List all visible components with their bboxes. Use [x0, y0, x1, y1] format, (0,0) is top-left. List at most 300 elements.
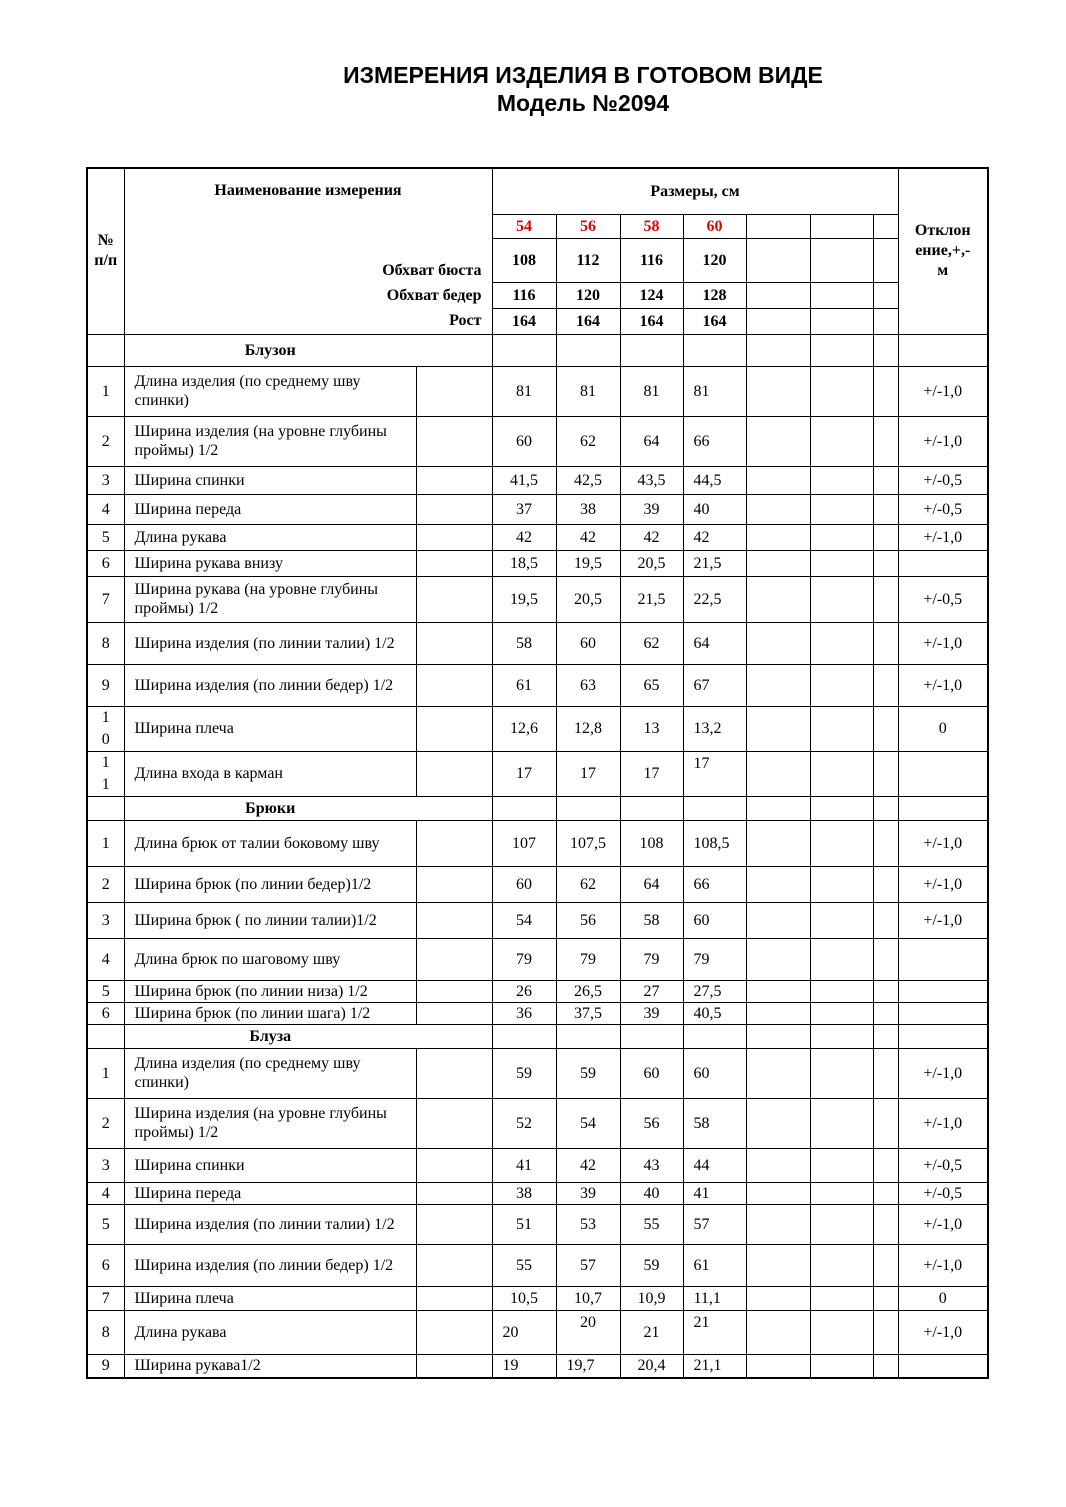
empty-cell — [810, 1286, 873, 1310]
section-header: Брюки — [124, 796, 416, 820]
measurement-name: Ширина рукава1/2 — [124, 1354, 416, 1378]
size-value: 64 — [620, 866, 683, 902]
size-value: 26,5 — [556, 980, 620, 1002]
size-value: 17 — [556, 751, 620, 796]
empty-cell — [810, 466, 873, 494]
measurement-name: Ширина брюк (по линии низа) 1/2 — [124, 980, 416, 1002]
empty-cell — [810, 980, 873, 1002]
table-row — [87, 866, 988, 902]
empty-cell — [746, 308, 810, 334]
empty-cell — [746, 820, 810, 866]
size-value: 11,1 — [683, 1286, 746, 1310]
empty-cell — [746, 366, 810, 416]
row-number: 5 — [87, 980, 124, 1002]
hips-60: 128 — [683, 282, 746, 308]
deviation-value: +/-1,0 — [898, 1244, 988, 1286]
empty-cell — [873, 308, 898, 334]
table-row — [87, 366, 988, 416]
empty-cell — [746, 938, 810, 980]
height-label: Рост — [124, 308, 492, 334]
empty-cell — [683, 334, 746, 366]
empty-cell — [87, 796, 124, 820]
size-value: 12,8 — [556, 706, 620, 751]
bust-54: 108 — [492, 238, 556, 282]
empty-cell — [873, 1182, 898, 1204]
empty-cell — [873, 1024, 898, 1048]
measurements-table — [86, 167, 989, 1379]
size-value: 21 — [620, 1310, 683, 1354]
size-value: 13,2 — [683, 706, 746, 751]
deviation-value: 0 — [898, 1286, 988, 1310]
size-value: 19,7 — [556, 1354, 620, 1378]
measurement-name: Ширина брюк (по линии шага) 1/2 — [124, 1002, 416, 1024]
deviation-value: +/-1,0 — [898, 622, 988, 664]
empty-cell — [810, 751, 873, 796]
size-value: 42,5 — [556, 466, 620, 494]
empty-cell — [416, 1002, 492, 1024]
size-value: 107 — [492, 820, 556, 866]
empty-cell — [416, 866, 492, 902]
table-row — [87, 1244, 988, 1286]
size-value: 17 — [620, 751, 683, 796]
size-value: 21,1 — [683, 1354, 746, 1378]
measurement-name: Ширина изделия (на уровне глубины проймы) 1/2 — [124, 416, 416, 466]
empty-cell — [810, 820, 873, 866]
height-54: 164 — [492, 308, 556, 334]
row-number: 2 — [87, 416, 124, 466]
bust-56: 112 — [556, 238, 620, 282]
measurement-name: Длина брюк по шаговому шву — [124, 938, 416, 980]
empty-cell — [416, 366, 492, 416]
empty-cell — [87, 1024, 124, 1048]
empty-cell — [416, 980, 492, 1002]
measurement-name: Длина рукава — [124, 1310, 416, 1354]
empty-cell — [683, 1024, 746, 1048]
hips-54: 116 — [492, 282, 556, 308]
size-value: 36 — [492, 1002, 556, 1024]
empty-cell — [810, 1204, 873, 1244]
empty-cell — [810, 1148, 873, 1182]
empty-cell — [873, 366, 898, 416]
size-value: 39 — [556, 1182, 620, 1204]
size-value: 57 — [556, 1244, 620, 1286]
hips-56: 120 — [556, 282, 620, 308]
empty-cell — [810, 416, 873, 466]
empty-cell — [746, 1002, 810, 1024]
table-row — [87, 938, 988, 980]
empty-cell — [746, 980, 810, 1002]
height-56: 164 — [556, 308, 620, 334]
empty-cell — [873, 1354, 898, 1378]
row-number: 1 — [87, 1048, 124, 1098]
row-number: 9 — [87, 1354, 124, 1378]
size-value: 58 — [620, 902, 683, 938]
deviation-value — [898, 980, 988, 1002]
measurement-name: Длина рукава — [124, 524, 416, 550]
size-58: 58 — [620, 214, 683, 238]
size-value: 56 — [556, 902, 620, 938]
size-value: 17 — [683, 751, 746, 796]
empty-cell — [416, 938, 492, 980]
empty-cell — [810, 664, 873, 706]
empty-cell — [416, 494, 492, 524]
size-value: 79 — [492, 938, 556, 980]
table-row — [87, 576, 988, 622]
size-value: 38 — [556, 494, 620, 524]
empty-cell — [620, 1024, 683, 1048]
empty-cell — [873, 238, 898, 282]
empty-cell — [746, 751, 810, 796]
empty-cell — [746, 524, 810, 550]
size-value: 59 — [492, 1048, 556, 1098]
empty-cell — [873, 938, 898, 980]
empty-cell — [620, 334, 683, 366]
size-value: 20,4 — [620, 1354, 683, 1378]
empty-cell — [416, 576, 492, 622]
empty-cell — [746, 622, 810, 664]
table-row — [87, 751, 988, 796]
measurement-name: Ширина плеча — [124, 1286, 416, 1310]
deviation-value: +/-0,5 — [898, 494, 988, 524]
section-header: Блузон — [124, 334, 416, 366]
empty-cell — [810, 282, 873, 308]
deviation-value: +/-0,5 — [898, 1148, 988, 1182]
size-value: 12,6 — [492, 706, 556, 751]
size-value: 79 — [620, 938, 683, 980]
size-value: 54 — [492, 902, 556, 938]
empty-cell — [873, 1244, 898, 1286]
empty-cell — [416, 1182, 492, 1204]
size-value: 58 — [683, 1098, 746, 1148]
empty-cell — [810, 1182, 873, 1204]
empty-cell — [873, 751, 898, 796]
empty-cell — [873, 576, 898, 622]
row-number: 8 — [87, 622, 124, 664]
empty-cell — [810, 1002, 873, 1024]
row-number: 1 1 — [87, 751, 124, 796]
empty-cell — [746, 1204, 810, 1244]
size-value: 52 — [492, 1098, 556, 1148]
empty-cell — [898, 334, 988, 366]
hips-label: Обхват бедер — [124, 282, 492, 308]
measurement-name: Ширина изделия (по линии бедер) 1/2 — [124, 1244, 416, 1286]
row-number: 1 0 — [87, 706, 124, 751]
row-number: 4 — [87, 1182, 124, 1204]
empty-cell — [873, 820, 898, 866]
measurement-name: Ширина изделия (на уровне глубины проймы) 1/2 — [124, 1098, 416, 1148]
model-number: Модель №2094 — [496, 90, 670, 116]
section-header: Блуза — [124, 1024, 416, 1048]
row-number: 4 — [87, 938, 124, 980]
empty-cell — [746, 238, 810, 282]
size-value: 38 — [492, 1182, 556, 1204]
size-54: 54 — [492, 214, 556, 238]
row-number: 2 — [87, 1098, 124, 1148]
empty-cell — [873, 214, 898, 238]
size-value: 21 — [683, 1310, 746, 1354]
empty-cell — [873, 664, 898, 706]
measurement-name: Ширина рукава (на уровне глубины проймы) 1/2 — [124, 576, 416, 622]
size-value: 10,7 — [556, 1286, 620, 1310]
size-value: 42 — [683, 524, 746, 550]
empty-cell — [416, 820, 492, 866]
empty-cell — [873, 1098, 898, 1148]
empty-cell — [746, 576, 810, 622]
size-value: 60 — [492, 866, 556, 902]
table-row — [87, 1098, 988, 1148]
empty-cell — [810, 214, 873, 238]
empty-cell — [810, 622, 873, 664]
empty-cell — [746, 1182, 810, 1204]
size-value: 58 — [492, 622, 556, 664]
empty-cell — [416, 1098, 492, 1148]
empty-cell — [416, 1024, 492, 1048]
empty-cell — [746, 866, 810, 902]
size-value: 42 — [556, 1148, 620, 1182]
deviation-value: +/-1,0 — [898, 1204, 988, 1244]
size-value: 40 — [620, 1182, 683, 1204]
empty-cell — [873, 1002, 898, 1024]
deviation-value: +/-1,0 — [898, 1098, 988, 1148]
measurement-name: Ширина изделия (по линии талии) 1/2 — [124, 622, 416, 664]
table-row — [87, 494, 988, 524]
measurement-name: Ширина переда — [124, 494, 416, 524]
table-row — [87, 706, 988, 751]
empty-cell — [746, 550, 810, 576]
measurement-name: Ширина спинки — [124, 466, 416, 494]
empty-cell — [873, 416, 898, 466]
measurement-name: Длина входа в карман — [124, 751, 416, 796]
size-value: 54 — [556, 1098, 620, 1148]
size-value: 27 — [620, 980, 683, 1002]
row-number: 2 — [87, 866, 124, 902]
size-value: 37,5 — [556, 1002, 620, 1024]
empty-cell — [873, 980, 898, 1002]
empty-cell — [810, 494, 873, 524]
row-number: 5 — [87, 1204, 124, 1244]
empty-cell — [810, 796, 873, 820]
empty-cell — [810, 576, 873, 622]
empty-cell — [620, 796, 683, 820]
empty-cell — [873, 524, 898, 550]
size-value: 64 — [683, 622, 746, 664]
size-value: 81 — [620, 366, 683, 416]
size-value: 22,5 — [683, 576, 746, 622]
empty-cell — [746, 706, 810, 751]
size-value: 108,5 — [683, 820, 746, 866]
header-deviation: Отклон ение,+,- м — [898, 168, 988, 334]
empty-cell — [416, 622, 492, 664]
size-value: 81 — [492, 366, 556, 416]
empty-cell — [746, 1310, 810, 1354]
measurement-name: Ширина брюк (по линии бедер)1/2 — [124, 866, 416, 902]
empty-cell — [492, 1024, 556, 1048]
size-value: 53 — [556, 1204, 620, 1244]
size-value: 60 — [683, 902, 746, 938]
size-value: 43 — [620, 1148, 683, 1182]
table-row — [87, 902, 988, 938]
empty-cell — [416, 550, 492, 576]
empty-cell — [746, 1244, 810, 1286]
empty-cell — [492, 796, 556, 820]
size-value: 26 — [492, 980, 556, 1002]
size-value: 42 — [492, 524, 556, 550]
deviation-value: +/-1,0 — [898, 524, 988, 550]
empty-cell — [746, 1148, 810, 1182]
deviation-value — [898, 1354, 988, 1378]
size-value: 41 — [492, 1148, 556, 1182]
table-row — [87, 466, 988, 494]
bust-58: 116 — [620, 238, 683, 282]
empty-cell — [416, 1354, 492, 1378]
size-value: 20,5 — [620, 550, 683, 576]
size-value: 55 — [620, 1204, 683, 1244]
deviation-value: 0 — [898, 706, 988, 751]
size-value: 66 — [683, 866, 746, 902]
size-value: 60 — [492, 416, 556, 466]
row-number: 5 — [87, 524, 124, 550]
deviation-value: +/-1,0 — [898, 902, 988, 938]
empty-cell — [873, 1310, 898, 1354]
empty-cell — [416, 1286, 492, 1310]
size-value: 79 — [683, 938, 746, 980]
header-sizes: Размеры, см — [492, 168, 898, 214]
empty-cell — [416, 796, 492, 820]
row-number: 1 — [87, 820, 124, 866]
size-value: 65 — [620, 664, 683, 706]
empty-cell — [810, 938, 873, 980]
size-value: 20 — [492, 1310, 556, 1354]
table-row — [87, 1286, 988, 1310]
height-60: 164 — [683, 308, 746, 334]
size-value: 41,5 — [492, 466, 556, 494]
empty-cell — [416, 1148, 492, 1182]
empty-cell — [416, 902, 492, 938]
size-value: 20,5 — [556, 576, 620, 622]
row-number: 1 — [87, 366, 124, 416]
size-value: 19,5 — [556, 550, 620, 576]
empty-cell — [810, 1048, 873, 1098]
deviation-value: +/-0,5 — [898, 466, 988, 494]
size-value: 39 — [620, 1002, 683, 1024]
size-value: 61 — [492, 664, 556, 706]
size-value: 62 — [556, 416, 620, 466]
table-row — [87, 820, 988, 866]
empty-cell — [416, 524, 492, 550]
empty-cell — [416, 664, 492, 706]
empty-cell — [873, 282, 898, 308]
empty-cell — [416, 1204, 492, 1244]
empty-cell — [746, 214, 810, 238]
empty-cell — [810, 1024, 873, 1048]
deviation-value: +/-1,0 — [898, 416, 988, 466]
measurement-name: Ширина брюк ( по линии талии)1/2 — [124, 902, 416, 938]
empty-cell — [416, 1048, 492, 1098]
empty-cell — [810, 1098, 873, 1148]
empty-cell — [87, 334, 124, 366]
empty-cell — [556, 1024, 620, 1048]
size-value: 37 — [492, 494, 556, 524]
row-number: 3 — [87, 466, 124, 494]
row-number: 3 — [87, 902, 124, 938]
deviation-value — [898, 1002, 988, 1024]
empty-cell — [810, 1310, 873, 1354]
deviation-value: +/-0,5 — [898, 576, 988, 622]
empty-cell — [873, 622, 898, 664]
empty-cell — [416, 1244, 492, 1286]
empty-cell — [810, 366, 873, 416]
measurement-name: Ширина рукава внизу — [124, 550, 416, 576]
size-value: 61 — [683, 1244, 746, 1286]
table-row — [87, 1354, 988, 1378]
size-value: 13 — [620, 706, 683, 751]
empty-cell — [556, 796, 620, 820]
empty-cell — [746, 1354, 810, 1378]
size-value: 67 — [683, 664, 746, 706]
hips-58: 124 — [620, 282, 683, 308]
height-58: 164 — [620, 308, 683, 334]
size-value: 39 — [620, 494, 683, 524]
table-row — [87, 1310, 988, 1354]
size-value: 40 — [683, 494, 746, 524]
empty-cell — [556, 334, 620, 366]
empty-cell — [746, 416, 810, 466]
empty-cell — [898, 1024, 988, 1048]
empty-cell — [746, 334, 810, 366]
measurement-name: Ширина переда — [124, 1182, 416, 1204]
size-value: 81 — [683, 366, 746, 416]
table-row — [87, 550, 988, 576]
size-value: 64 — [620, 416, 683, 466]
table-row — [87, 1204, 988, 1244]
size-value: 10,9 — [620, 1286, 683, 1310]
size-value: 62 — [620, 622, 683, 664]
size-value: 55 — [492, 1244, 556, 1286]
size-value: 43,5 — [620, 466, 683, 494]
deviation-value: +/-1,0 — [898, 366, 988, 416]
empty-cell — [746, 796, 810, 820]
row-number: 7 — [87, 1286, 124, 1310]
size-value: 19 — [492, 1354, 556, 1378]
size-value: 57 — [683, 1204, 746, 1244]
size-value: 59 — [620, 1244, 683, 1286]
measurement-name: Ширина изделия (по линии бедер) 1/2 — [124, 664, 416, 706]
empty-cell — [492, 334, 556, 366]
empty-cell — [810, 238, 873, 282]
row-number: 8 — [87, 1310, 124, 1354]
empty-cell — [873, 866, 898, 902]
header-num: № п/п — [87, 168, 124, 334]
deviation-value: +/-1,0 — [898, 664, 988, 706]
empty-cell — [810, 866, 873, 902]
empty-cell — [873, 796, 898, 820]
size-value: 20 — [556, 1310, 620, 1354]
table-row — [87, 664, 988, 706]
bust-label: Обхват бюста — [124, 214, 492, 282]
empty-cell — [416, 751, 492, 796]
deviation-value: +/-0,5 — [898, 1182, 988, 1204]
empty-cell — [810, 334, 873, 366]
size-value: 56 — [620, 1098, 683, 1148]
table-row — [87, 524, 988, 550]
empty-cell — [873, 1148, 898, 1182]
empty-cell — [746, 902, 810, 938]
empty-cell — [746, 466, 810, 494]
empty-cell — [416, 466, 492, 494]
deviation-value: +/-1,0 — [898, 820, 988, 866]
size-value: 63 — [556, 664, 620, 706]
empty-cell — [416, 706, 492, 751]
